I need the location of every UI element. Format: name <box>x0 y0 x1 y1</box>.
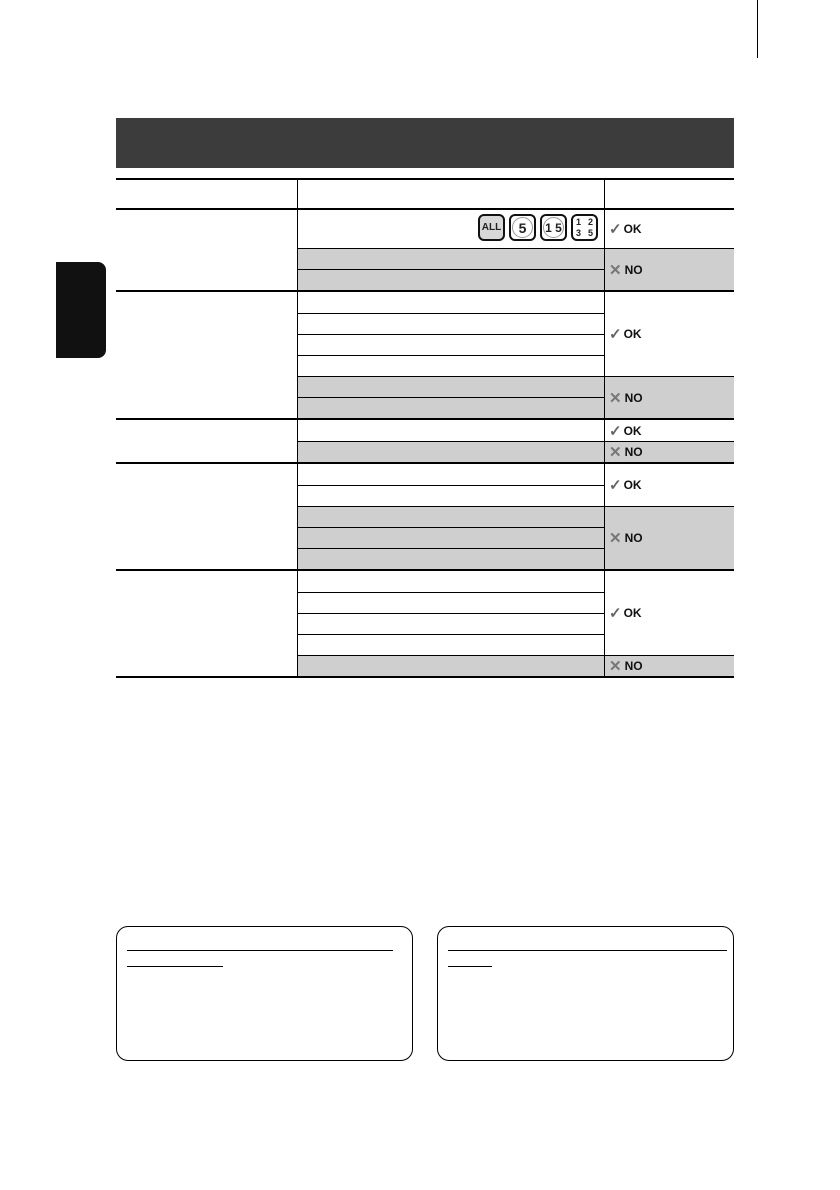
table-row <box>298 592 604 613</box>
region-code-icons <box>478 214 598 241</box>
checkmark-icon: ✓ <box>609 422 622 440</box>
table-group-1 <box>116 208 734 290</box>
table-row <box>298 441 604 462</box>
table-row <box>298 313 604 334</box>
result-cell: ✕ NO <box>605 376 734 418</box>
note-box-left <box>116 926 413 1061</box>
table-row <box>298 548 604 569</box>
result-cell: ✓ OK <box>609 605 642 622</box>
table-group-3 <box>116 418 734 462</box>
table-row <box>298 527 604 548</box>
table-row <box>298 655 604 676</box>
table-row <box>298 292 604 313</box>
cross-icon: ✕ <box>609 658 622 675</box>
table-row <box>298 634 604 655</box>
region-5-icon: 5 <box>509 214 536 241</box>
region-all-icon: ALL <box>478 214 505 241</box>
header-divider <box>604 180 605 208</box>
cross-icon: ✕ <box>609 389 622 407</box>
table-row <box>298 485 604 506</box>
header-divider <box>297 180 298 208</box>
result-cell: ✕ NO <box>605 441 734 462</box>
result-cell: ✕ NO <box>605 506 734 569</box>
compatibility-table <box>116 208 734 678</box>
note-box-right <box>437 926 734 1061</box>
table-row <box>298 506 604 527</box>
result-cell: ✓ OK <box>609 422 642 440</box>
cross-icon: ✕ <box>609 261 622 279</box>
result-cell: ✕ NO <box>605 655 734 676</box>
region-15-icon: 1 5 <box>540 214 567 241</box>
table-row <box>298 397 604 418</box>
table-row <box>298 571 604 592</box>
table-row <box>298 210 604 248</box>
checkmark-icon: ✓ <box>609 477 622 494</box>
table-row <box>298 464 604 485</box>
table-row <box>298 613 604 634</box>
table-row <box>298 334 604 355</box>
crop-line <box>757 0 758 58</box>
checkmark-icon: ✓ <box>609 221 622 238</box>
cross-icon: ✕ <box>609 444 622 461</box>
table-group-2 <box>116 290 734 418</box>
result-cell: ✓ OK <box>609 221 642 238</box>
checkmark-icon: ✓ <box>609 326 622 343</box>
table-group-5 <box>116 569 734 678</box>
table-group-4 <box>116 462 734 569</box>
checkmark-icon: ✓ <box>609 605 622 622</box>
result-cell: ✓ OK <box>609 477 642 494</box>
cross-icon: ✕ <box>609 530 622 547</box>
table-row <box>298 376 604 397</box>
region-multi-icon: 1 2 3 5 <box>571 214 598 241</box>
table-row <box>298 420 604 441</box>
page-title-bar <box>116 118 734 168</box>
result-cell: ✓ OK <box>609 326 642 343</box>
table-row <box>298 355 604 376</box>
result-cell: ✕ NO <box>605 248 734 290</box>
table-row <box>298 269 604 290</box>
section-tab-icon <box>56 262 106 358</box>
table-row <box>298 248 604 269</box>
table-header-rule <box>116 178 734 180</box>
